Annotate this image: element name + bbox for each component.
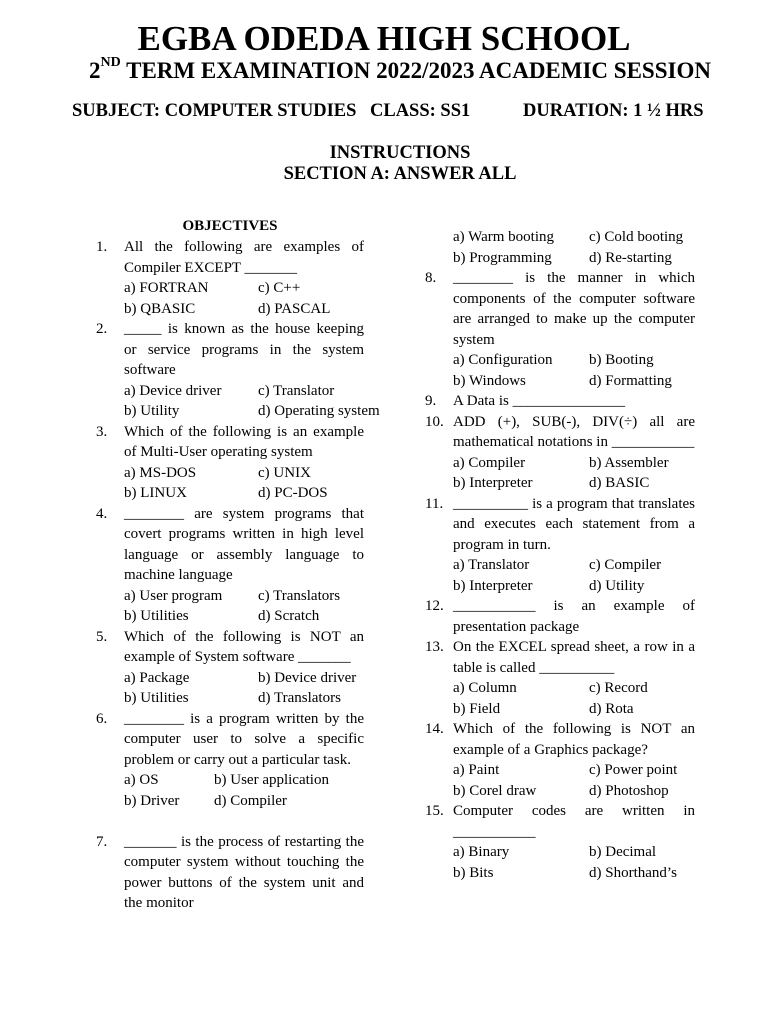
instructions-heading: INSTRUCTIONS [329, 143, 471, 163]
question-text: A Data is _______________ [453, 393, 626, 409]
exam-title [0, 56, 768, 90]
answer-option: a) Configuration [453, 352, 553, 368]
answer-option: b) Booting [589, 352, 654, 368]
option-row [124, 401, 380, 422]
question-number: 13. [425, 639, 444, 655]
question-text: ________ is the manner in which components of the computer software are arranged to make up the computer system [453, 270, 695, 348]
question-text: __________ is a program that translates and executes each statement from a program in turn. [453, 495, 695, 553]
question-item [425, 637, 695, 719]
answer-option: a) Device driver [124, 382, 222, 399]
question-text: _____ is known as the house keeping or service programs in the system software [124, 321, 364, 378]
question-item [425, 268, 695, 391]
objectives-heading: OBJECTIVES [182, 218, 278, 234]
answer-option: b) User application [214, 772, 329, 788]
option-row [124, 791, 364, 812]
answer-option: d) Re-starting [589, 249, 672, 266]
answer-option: d) Rota [589, 700, 634, 717]
option-row [453, 781, 695, 802]
answer-option: b) Bits [453, 864, 494, 881]
answer-option: c) Translator [258, 382, 335, 399]
question-item [425, 412, 695, 494]
question-item [96, 832, 364, 914]
duration-label: DURATION: 1 ½ HRS [523, 101, 704, 121]
answer-option: d) PASCAL [258, 300, 331, 317]
answer-option: a) Package [124, 669, 190, 686]
question-options [124, 463, 364, 504]
question-number: 1. [96, 239, 108, 255]
question-options [124, 278, 364, 319]
question-text: All the following are examples of Compiler EXCEPT _______ [124, 239, 364, 276]
question-item [96, 237, 364, 319]
answer-option: d) Shorthand’s [589, 864, 677, 881]
question-7-options [425, 227, 695, 268]
answer-option: d) Scratch [258, 608, 320, 624]
question-text: ___________ is an example of presentation package [453, 598, 695, 635]
question-text: On the EXCEL spread sheet, a row in a table is called __________ [453, 639, 695, 676]
option-row [453, 555, 695, 576]
question-item [96, 319, 380, 422]
class-label: CLASS: SS1 [370, 101, 471, 121]
question-number: 15. [425, 803, 444, 819]
question-item [96, 504, 364, 627]
term-number: 2 [89, 58, 101, 83]
answer-option: d) Translators [258, 690, 341, 706]
question-number: 3. [96, 423, 108, 440]
question-number: 14. [425, 721, 444, 737]
answer-option: a) Translator [453, 557, 530, 573]
option-row [453, 576, 695, 597]
question-item [425, 801, 695, 883]
option-row [124, 381, 364, 402]
school-name: EGBA ODEDA HIGH SCHOOL [137, 19, 631, 58]
answer-option: b) Assembler [589, 454, 669, 471]
answer-option: c) UNIX [258, 464, 311, 481]
question-number: 6. [96, 710, 108, 727]
term-title: TERM EXAMINATION 2022/2023 ACADEMIC SESSION [120, 58, 711, 83]
question-number: 2. [96, 321, 108, 337]
answer-option: d) Photoshop [589, 782, 669, 799]
question-options [124, 586, 364, 627]
option-row [124, 606, 364, 627]
left-column [96, 215, 380, 914]
question-item [96, 709, 364, 812]
question-options [453, 350, 695, 391]
answer-option: b) Interpreter [453, 475, 533, 491]
option-row [124, 299, 364, 320]
section-heading: SECTION A: ANSWER ALL [283, 164, 517, 184]
answer-option: d) Operating system [258, 403, 380, 419]
option-row [453, 863, 695, 884]
option-row [124, 770, 364, 791]
answer-option: c) Record [589, 680, 648, 696]
question-text: ADD (+), SUB(-), DIV(÷) all are mathematical notations in ___________ [453, 413, 695, 450]
question-number: 11. [425, 495, 444, 512]
answer-option: c) Power point [589, 762, 678, 778]
question-options [453, 842, 695, 883]
answer-option: a) MS-DOS [124, 464, 197, 481]
answer-option: a) FORTRAN [124, 280, 209, 296]
answer-option: b) Device driver [258, 669, 357, 686]
answer-option: b) Utility [124, 403, 180, 419]
subject-label: SUBJECT: COMPUTER STUDIES [72, 101, 357, 121]
question-text: ________ is a program written by the computer user to solve a specific problem or carry out a particular task. [124, 710, 364, 768]
question-number: 9. [425, 393, 437, 409]
answer-option: b) Field [453, 700, 501, 717]
answer-option: a) Paint [453, 762, 500, 778]
question-number: 4. [96, 505, 108, 522]
answer-option: a) Column [453, 680, 517, 696]
question-options [453, 227, 695, 268]
question-text: Which of the following is an example of Multi-User operating system [124, 423, 364, 460]
question-text: Which of the following is NOT an example of System software _______ [124, 628, 364, 665]
option-row [453, 453, 695, 474]
question-item [96, 627, 364, 709]
answer-option: b) Windows [453, 372, 526, 389]
answer-option: c) Cold booting [589, 229, 684, 245]
answer-option: a) Warm booting [453, 229, 554, 245]
question-options [124, 381, 380, 422]
answer-option: b) Interpreter [453, 577, 533, 594]
question-text: _______ is the process of restarting the computer system without touching the power buttons of the system unit and the monitor [124, 833, 364, 911]
answer-option: d) Compiler [214, 792, 287, 809]
answer-option: c) Compiler [589, 557, 662, 573]
option-row [124, 483, 364, 504]
question-item [425, 596, 695, 637]
term-superscript: ND [100, 55, 121, 70]
answer-option: b) Utilities [124, 608, 189, 624]
right-column [425, 227, 695, 883]
question-options [453, 453, 695, 494]
question-options [453, 555, 695, 596]
answer-option: a) OS [124, 772, 159, 788]
option-row [124, 278, 364, 299]
answer-option: a) User program [124, 587, 223, 604]
question-item [425, 719, 695, 801]
spacer [96, 811, 364, 832]
answer-option: a) Compiler [453, 454, 526, 471]
option-row [453, 473, 695, 494]
question-options [124, 668, 364, 709]
question-options [453, 678, 695, 719]
answer-option: a) Binary [453, 844, 510, 860]
answer-option: b) Decimal [589, 844, 657, 860]
option-row [124, 668, 364, 689]
option-row [453, 699, 695, 720]
answer-option: d) Utility [589, 577, 645, 594]
answer-option: b) Utilities [124, 690, 189, 706]
option-row [453, 842, 695, 863]
answer-option: d) Formatting [589, 372, 672, 389]
question-number: 10. [425, 413, 444, 430]
answer-option: b) Programming [453, 249, 552, 266]
answer-option: c) C++ [258, 280, 301, 296]
answer-option: d) PC-DOS [258, 485, 328, 501]
question-number: 7. [96, 833, 108, 850]
option-row [453, 760, 695, 781]
option-row [124, 688, 364, 709]
answer-option: c) Translators [258, 587, 341, 604]
question-text: Computer codes are written in ___________ [453, 803, 695, 840]
answer-option: d) BASIC [589, 475, 650, 491]
answer-option: b) Driver [124, 792, 180, 809]
answer-option: b) QBASIC [124, 300, 196, 317]
question-options [453, 760, 695, 801]
answer-option: b) Corel draw [453, 782, 537, 799]
answer-option: b) LINUX [124, 485, 187, 501]
option-row [124, 463, 364, 484]
question-item [96, 422, 364, 504]
option-row [453, 227, 695, 248]
question-item [425, 391, 695, 412]
question-item [425, 494, 695, 597]
option-row [453, 350, 695, 371]
question-number: 8. [425, 270, 437, 286]
question-text: ________ are system programs that covert programs written in high level language or assembly language to machine language [124, 505, 364, 583]
option-row [453, 248, 695, 269]
option-row [453, 371, 695, 392]
question-text: Which of the following is NOT an example of a Graphics package? [453, 721, 695, 758]
option-row [453, 678, 695, 699]
question-options [124, 770, 364, 811]
question-number: 5. [96, 628, 108, 645]
question-number: 12. [425, 598, 444, 614]
option-row [124, 586, 364, 607]
